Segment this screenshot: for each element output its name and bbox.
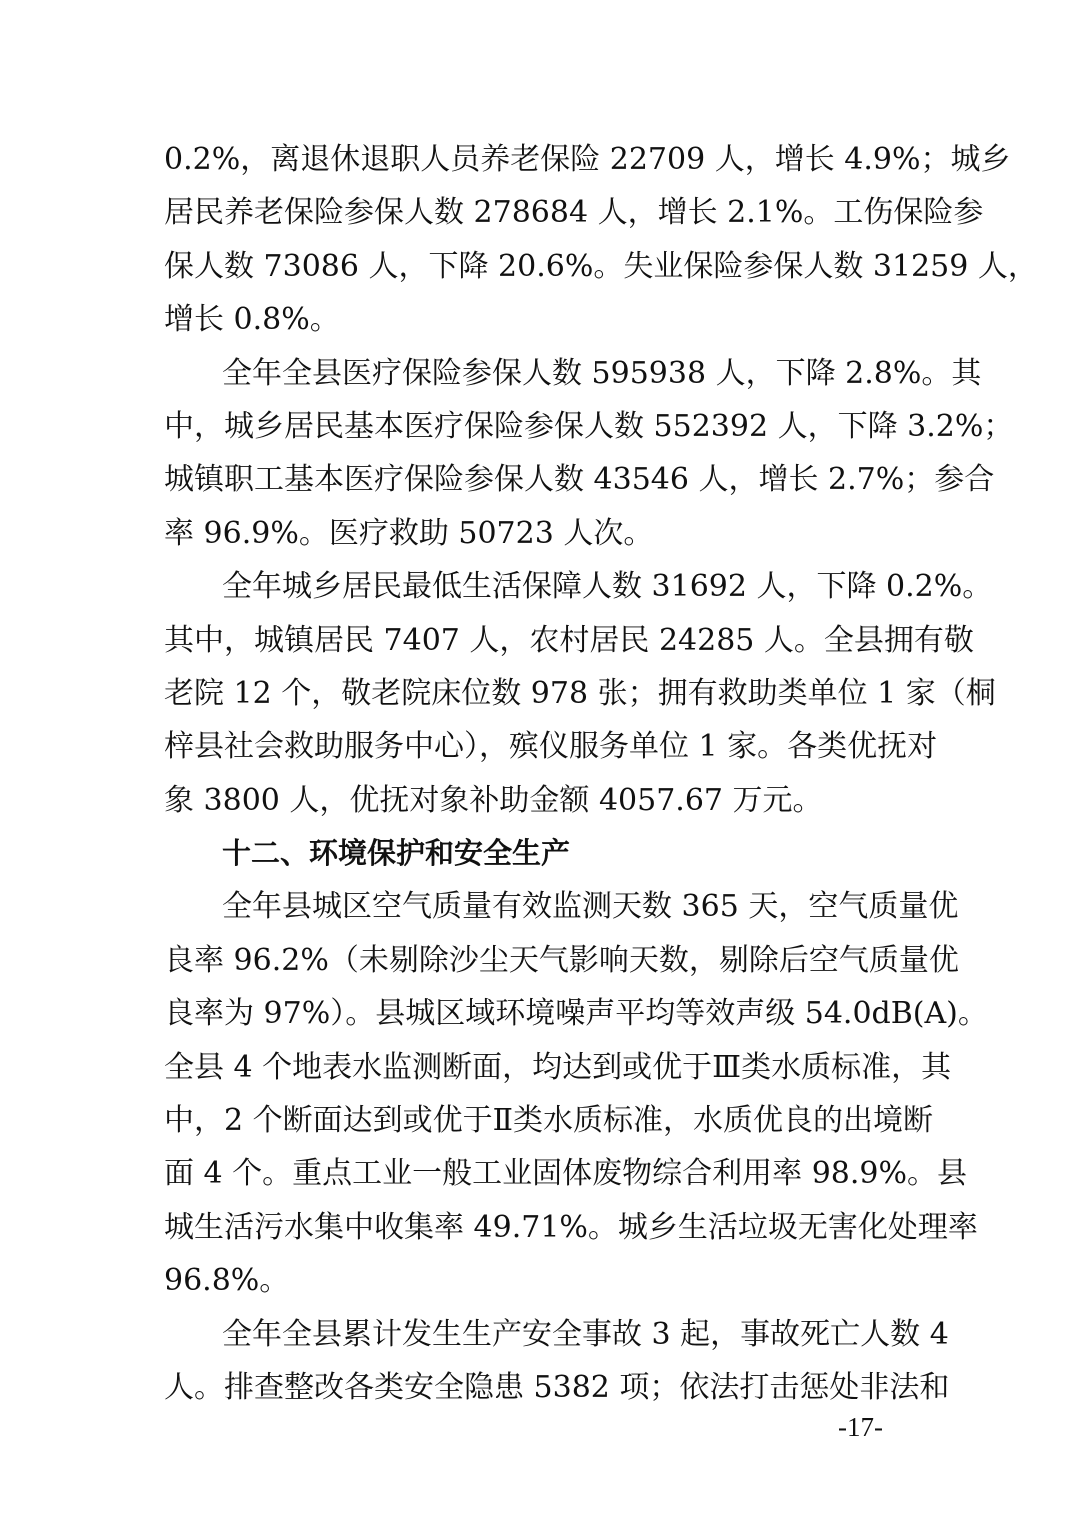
- text-line: 中，2 个断面达到或优于Ⅱ类水质标准，水质优良的出境断: [164, 1103, 934, 1139]
- paragraph-social-insurance: [164, 133, 1038, 347]
- paragraph-environment: [164, 880, 988, 1307]
- text-line: 96.8%。: [164, 1263, 290, 1299]
- text-line: 其中，城镇居民 7407 人，农村居民 24285 人。全县拥有敬: [164, 622, 974, 658]
- text-line: 增长 0.8%。: [164, 302, 340, 338]
- text-line: 保人数 73086 人，下降 20.6%。失业保险参保人数 31259 人，: [164, 248, 1038, 284]
- text-line: 全年县城区空气质量有效监测天数 365 天，空气质量优: [222, 889, 959, 925]
- text-line: 良率 96.2%（未剔除沙尘天气影响天数，剔除后空气质量优: [164, 942, 959, 978]
- document-body: [164, 133, 1038, 1414]
- text-line: 良率为 97%）。县城区域环境噪声平均等效声级 54.0dB(A)。: [164, 996, 988, 1032]
- text-line: 城生活污水集中收集率 49.71%。城乡生活垃圾无害化处理率: [164, 1209, 978, 1245]
- paragraph-production-safety: [164, 1308, 950, 1415]
- page-number: -17-: [838, 1412, 883, 1442]
- text-line: 人。排查整改各类安全隐患 5382 项；依法打击惩处非法和: [164, 1369, 950, 1405]
- text-line: 率 96.9%。医疗救助 50723 人次。: [164, 515, 654, 551]
- text-line: 居民养老保险参保人数 278684 人，增长 2.1%。工伤保险参: [164, 195, 984, 231]
- text-line: 0.2%，离退休退职人员养老保险 22709 人，增长 4.9%；城乡: [164, 142, 1011, 177]
- text-line: 城镇职工基本医疗保险参保人数 43546 人，增长 2.7%；参合: [164, 462, 995, 498]
- paragraph-medical-insurance: [164, 347, 1014, 561]
- text-line: 全年城乡居民最低生活保障人数 31692 人，下降 0.2%。: [222, 569, 993, 605]
- text-line: 全年全县累计发生生产安全事故 3 起，事故死亡人数 4: [222, 1316, 949, 1352]
- section-heading: 十二、环境保护和安全生产: [222, 836, 571, 871]
- text-line: 老院 12 个，敬老院床位数 978 张；拥有救助类单位 1 家（桐: [164, 675, 996, 711]
- text-line: 全县 4 个地表水监测断面，均达到或优于Ⅲ类水质标准，其: [164, 1049, 952, 1085]
- paragraph-minimum-living: [164, 560, 996, 827]
- text-line: 梓县社会救助服务中心），殡仪服务单位 1 家。各类优抚对: [164, 729, 938, 765]
- text-line: 象 3800 人，优抚对象补助金额 4057.67 万元。: [164, 782, 823, 818]
- text-line: 全年全县医疗保险参保人数 595938 人，下降 2.8%。其: [222, 355, 982, 391]
- text-line: 中，城乡居民基本医疗保险参保人数 552392 人，下降 3.2%；: [164, 408, 1014, 444]
- text-line: 面 4 个。重点工业一般工业固体废物综合利用率 98.9%。县: [164, 1156, 967, 1192]
